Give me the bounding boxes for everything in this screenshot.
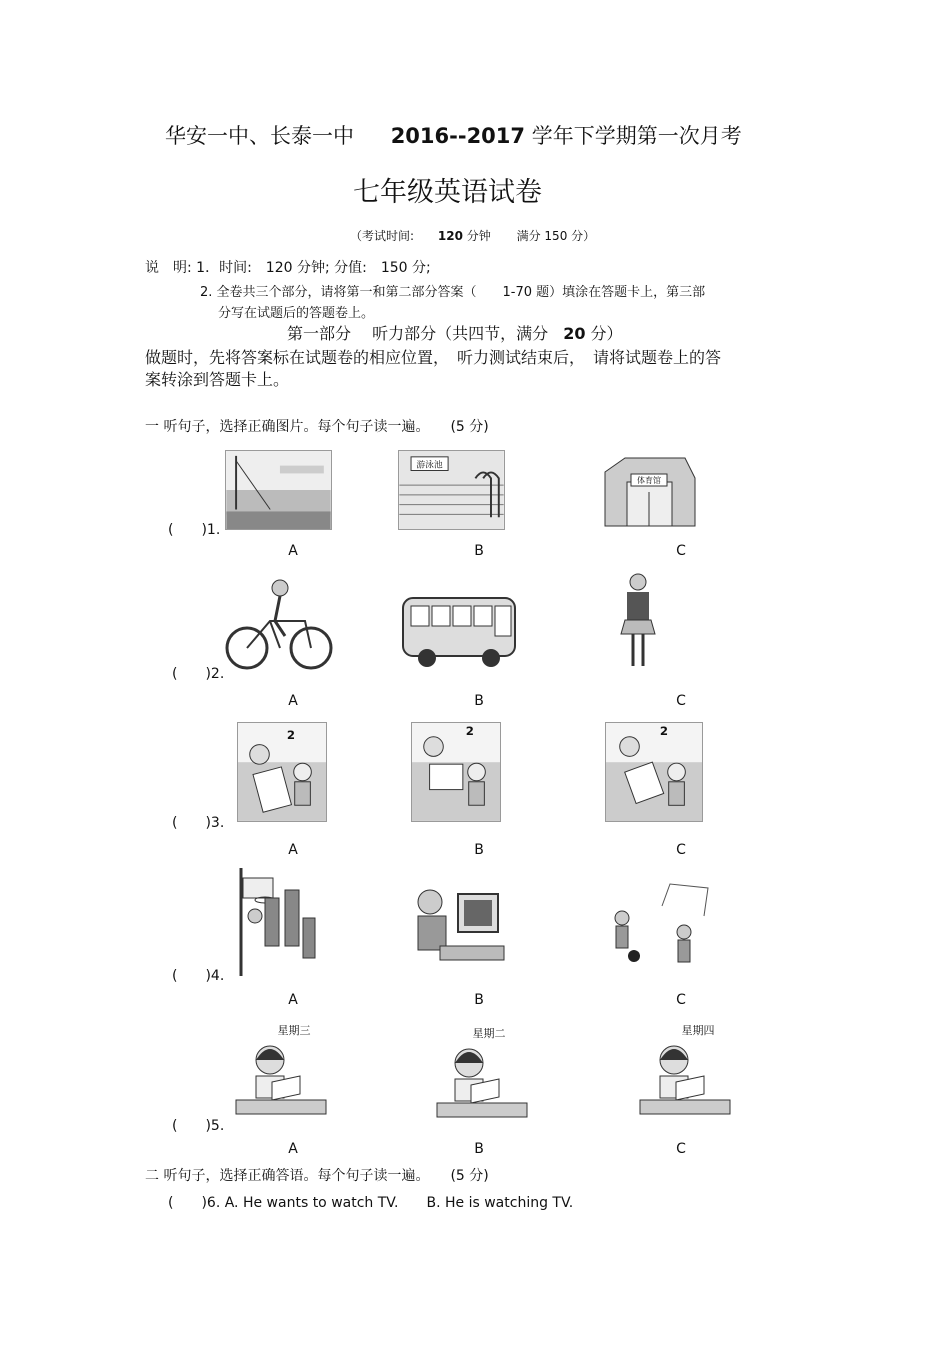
bicycle-icon [225,576,335,672]
question-number: ( )5. [172,1118,225,1134]
term-title: 学年下学期第一次月考 [531,124,742,148]
girl-reading-icon [636,1020,734,1120]
option-c: C [676,693,686,709]
school-names: 华安一中、长泰一中 [165,124,354,148]
counter-number: 2 [286,727,296,742]
exam-header [165,120,742,150]
swimming-pool-icon [398,450,505,530]
school-year: 2016--2017 [390,124,526,148]
library-counter-icon [411,722,501,822]
question-6: ( )6. A. He wants to watch TV. B. He is watching TV. [168,1195,574,1211]
computer-icon [410,884,508,969]
option-a: A [288,1141,298,1157]
section2-title: 二 听句子，选择正确答语。每个句子读一遍。 (5 分) [145,1168,489,1184]
weekday-label: 星期二 [472,1027,506,1040]
weekday-label: 星期三 [277,1024,311,1037]
bus-icon [399,592,522,670]
paper-title: 七年级英语试卷 [353,177,542,208]
library-counter-icon [237,722,327,822]
option-b: B [474,543,484,559]
section1-title: 一 听句子，选择正确图片。每个句子读一遍。 (5 分) [145,419,489,435]
sign-text: 体育馆 [637,476,661,485]
option-c: C [676,543,686,559]
basketball-icon [237,868,322,976]
weekday-label: 星期四 [681,1024,715,1037]
option-b: B [474,1141,484,1157]
option-c: C [676,842,686,858]
option-a: A [288,543,298,559]
girl-reading-icon [232,1020,330,1120]
question-number: ( )3. [172,815,225,831]
library-counter-icon [605,722,703,822]
soccer-icon [600,880,710,970]
option-a: A [288,992,298,1008]
option-a: A [288,842,298,858]
exam-info: （考试时间: 120 分钟 满分 150 分） [350,229,596,243]
girl-reading-icon [435,1025,533,1125]
option-b: B [474,842,484,858]
part1-instruction-1: 做题时，先将答案标在试题卷的相应位置， 听力测试结束后， 请将试题卷上的答 [145,348,722,367]
counter-number: 2 [659,723,669,738]
walking-girl-icon [615,572,661,672]
notes-line-3: 分写在试题后的答题卷上。 [218,306,375,321]
playground-icon [225,450,332,530]
notes-line-1: 说 明: 1．时间: 120 分钟; 分值: 150 分; [145,260,431,276]
option-b: B [474,992,484,1008]
option-b: B [474,693,484,709]
question-number: ( )1. [168,522,221,538]
counter-number: 2 [465,723,474,738]
part1-instruction-2: 案转涂到答题卡上。 [145,370,290,389]
question-number: ( )2. [172,666,225,682]
question-number: ( )4. [172,968,225,984]
part1-heading: 第一部分 听力部分（共四节，满分 20 分） [287,324,623,343]
sign-text: 游泳池 [416,460,443,471]
notes-line-2: 2. 全卷共三个部分，请将第一和第二部分答案（ 1-70 题）填涂在答题卡上，第三部 [200,285,706,300]
gym-building-icon [597,452,700,528]
option-c: C [676,1141,686,1157]
option-c: C [676,992,686,1008]
option-a: A [288,693,298,709]
